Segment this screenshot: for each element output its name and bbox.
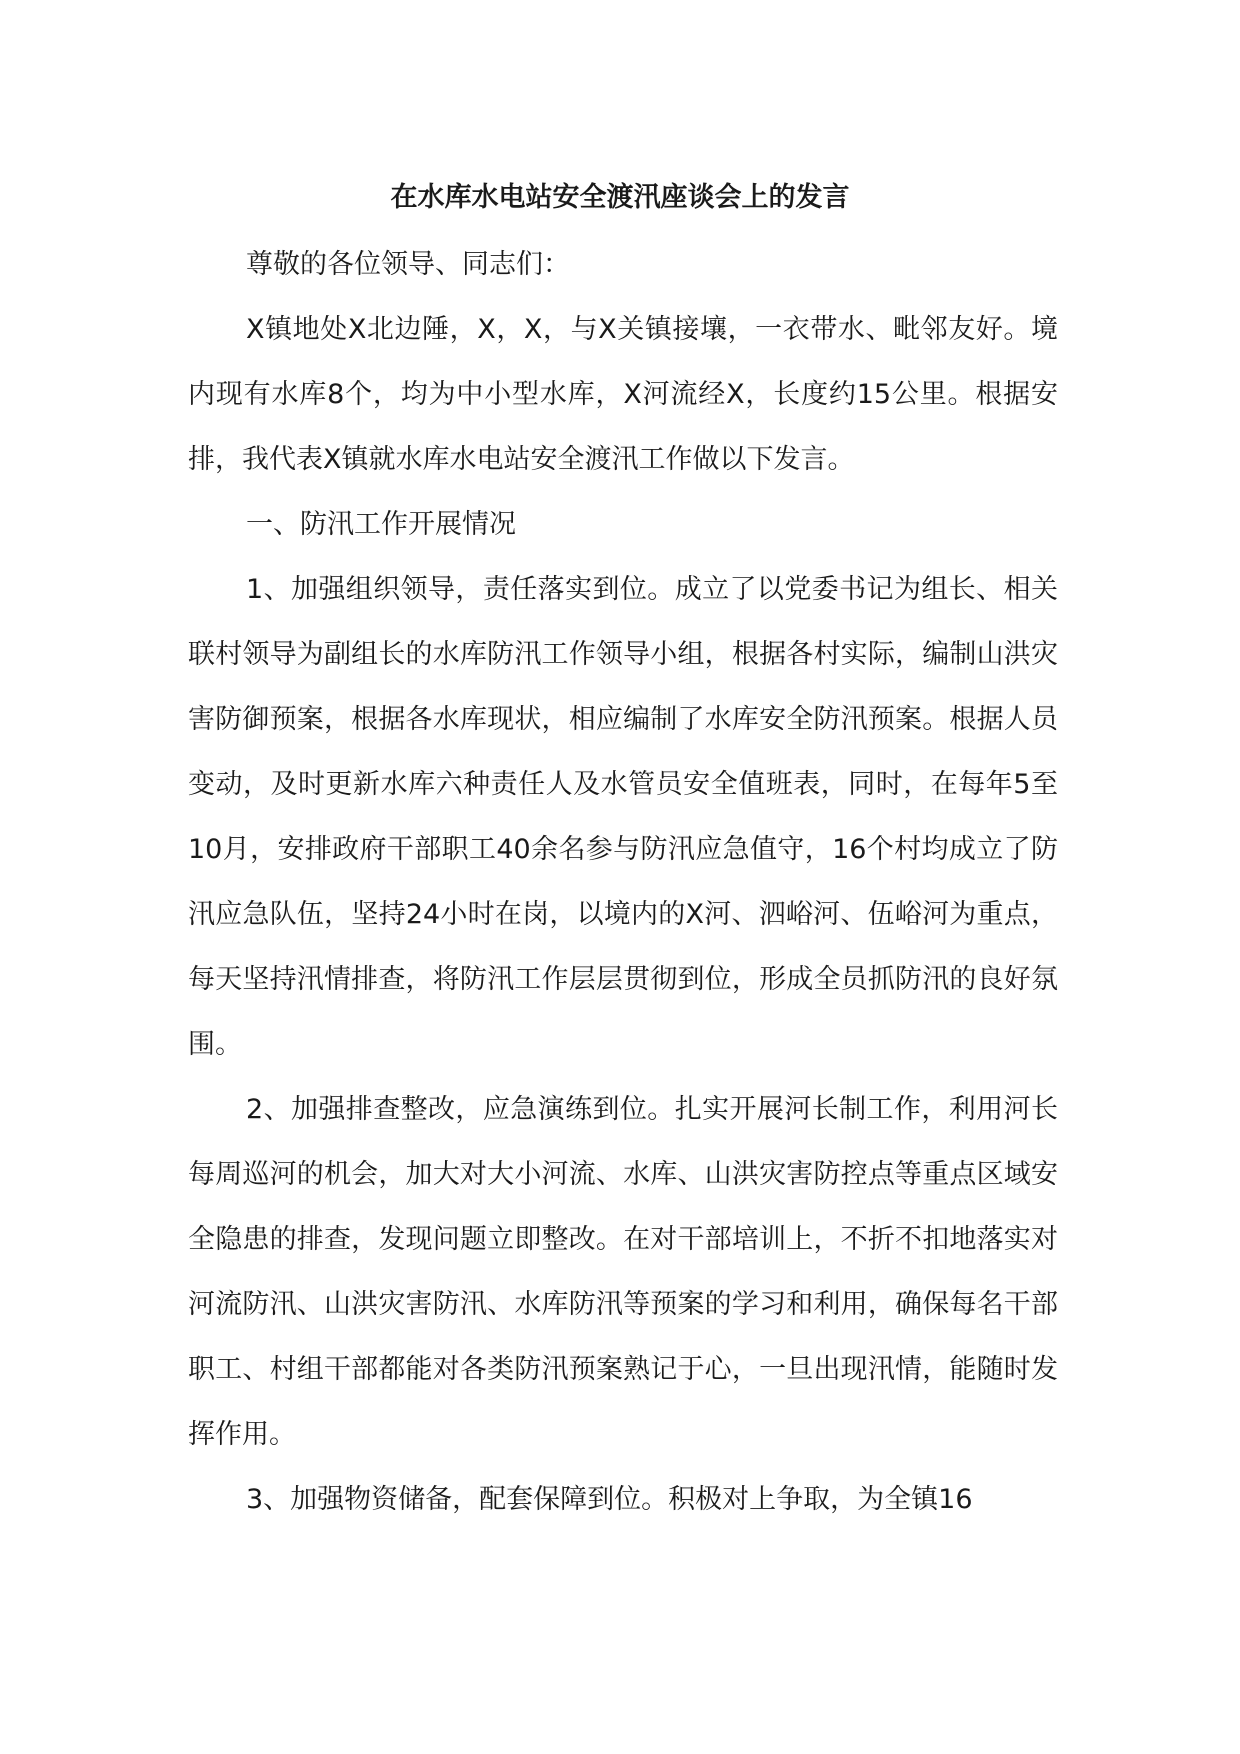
section-heading: 一、防汛工作开展情况 [246,509,516,540]
body-paragraph-2: 2、加强排查整改，应急演练到位。扎实开展河长制工作，利用河长每周巡河的机会，加大对大小河流、水库、山洪灾害防控点等重点区域安全隐患的排查，发现问题立即整改。在对干部培训上，不折不扣地落实对河流防汛、山洪灾害防汛、水库防汛等预案的学习和利用，确保每名干部职工、村组干部都能对各类防汛预案熟记于心，一旦出现汛情，能随时发挥作用。 [188,1094,1058,1450]
intro-paragraph: X镇地处X北边陲，X，X，与X关镇接壤，一衣带水、毗邻友好。境内现有水库8个，均为中小型水库，X河流经X，长度约15公里。根据安排，我代表X镇就水库水电站安全渡汛工作做以下发言。 [188,314,1058,475]
document-title: 在水库水电站安全渡汛座谈会上的发言 [390,182,850,213]
document-body [188,232,1058,1532]
greeting-paragraph: 尊敬的各位领导、同志们： [246,249,570,280]
body-paragraph-3: 3、加强物资储备，配套保障到位。积极对上争取，为全镇16 [246,1484,973,1515]
body-paragraph-1: 1、加强组织领导，责任落实到位。成立了以党委书记为组长、相关联村领导为副组长的水库防汛工作领导小组，根据各村实际，编制山洪灾害防御预案，根据各水库现状，相应编制了水库安全防汛预案。根据人员变动，及时更新水库六种责任人及水管员安全值班表，同时，在每年5至10月，安排政府干部职工40余名参与防汛应急值守，16个村均成立了防汛应急队伍，坚持24小时在岗，以境内的X河、泗峪河、伍峪河为重点，每天坚持汛情排查，将防汛工作层层贯彻到位，形成全员抓防汛的良好氛围。 [188,574,1058,1060]
